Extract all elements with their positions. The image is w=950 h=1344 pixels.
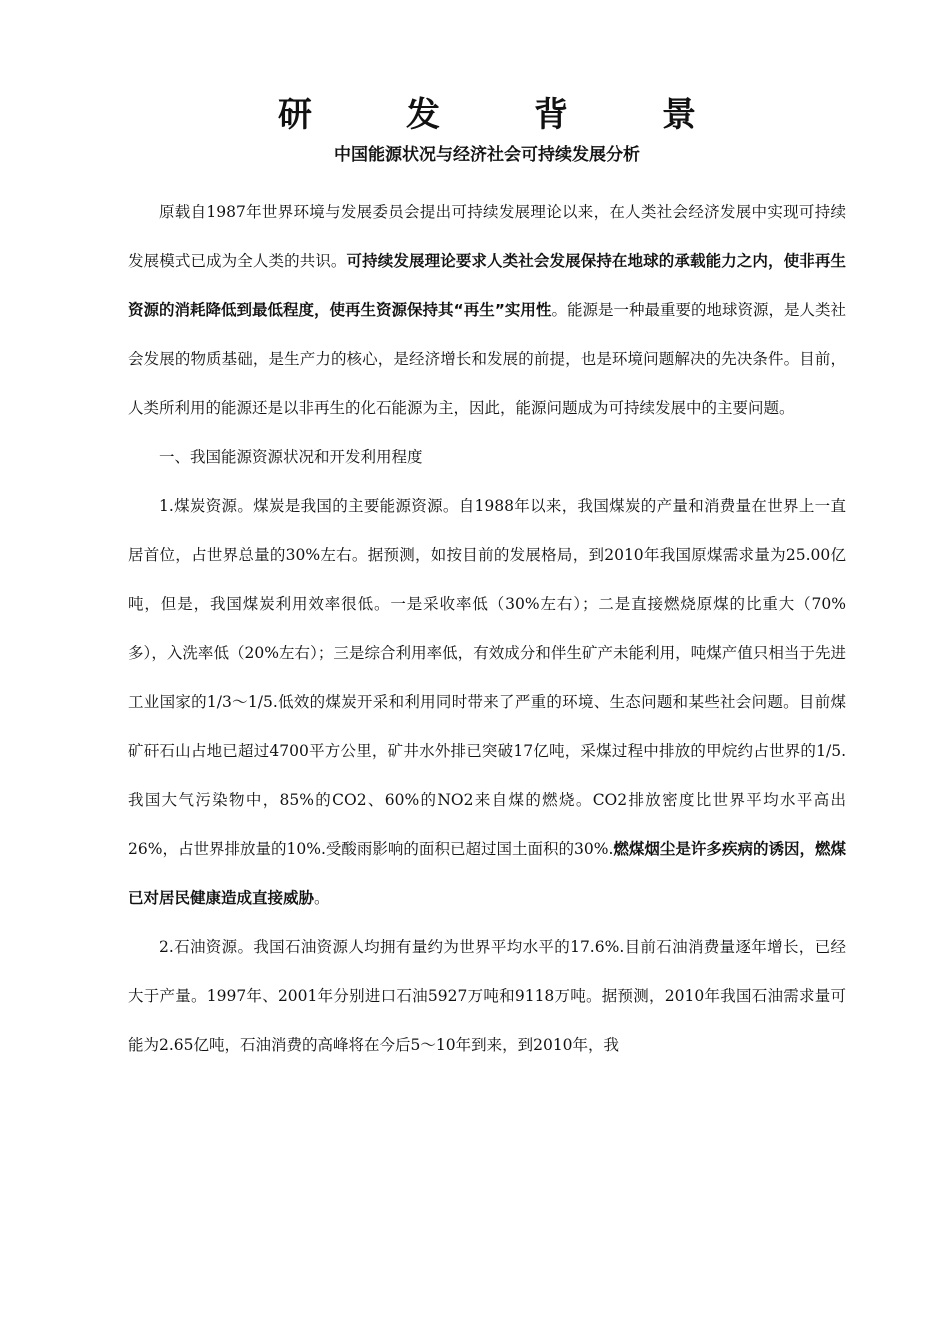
oil-text-1: 2.石油资源。我国石油资源人均拥有量约为世界平均水平的17.6%.目前石油消费量逐年增长，已经大于产量。1997年、2001年分别进口石油5927万吨和9118万吨。据预测，2010年我国石油需求量可能为2.65亿吨，石油消费的高峰将在今后5～10年到来，到2010年，我 <box>128 938 846 1054</box>
page-subtitle: 中国能源状况与经济社会可持续发展分析 <box>334 145 640 165</box>
section-heading: 一、我国能源资源状况和开发利用程度 <box>159 448 423 466</box>
coal-text-1: 1.煤炭资源。煤炭是我国的主要能源资源。自1988年以来，我国煤炭的产量和消费量在世界上一直居首位，占世界总量的30%左右。据预测，如按目前的发展格局，到2010年我国原煤需求量为25.00亿吨，但是，我国煤炭利用效率很低。一是采收率低（30%左右）；二是直接燃烧原煤的比重大（70%多），入洗率低（20%左右）；三是综合利用率低，有效成分和伴生矿产未能利用，吨煤产值只相当于先进工业国家的1/3～1/5.低效的煤炭开采和利用同时带来了严重的环境、生态问题和某些社会问题。目前煤矿矸石山占地已超过4700平方公里，矿井水外排已突破17亿吨，采煤过程中排放的甲烷约占世界的1/5.我国大气污染物中，85%的CO2、60%的NO2来自煤的燃烧。CO2排放密度比世界平均水平高出26%，占世界排放量的10%.受酸雨影响的面积已超过国土面积的30%. <box>128 497 846 858</box>
coal-paragraph <box>128 482 846 923</box>
page-title: 研 发 背 景 <box>278 95 726 135</box>
intro-text-1: 原载自1987年世界环境与发展委员会提出可持续发展理论以来，在人类社会经济发展中实现可持续发展模式已成为全人类的共识。 <box>128 203 846 270</box>
intro-text-2: 。能源是一种最重要的地球资源，是人类社会发展的物质基础，是生产力的核心，是经济增长和发展的前提，也是环境问题解决的先决条件。目前，人类所利用的能源还是以非再生的化石能源为主，因此，能源问题成为可持续发展中的主要问题。 <box>128 301 846 417</box>
intro-paragraph <box>128 188 846 433</box>
intro-bold-text: 可持续发展理论要求人类社会发展保持在地球的承载能力之内，使非再生资源的消耗降低到最低程度，使再生资源保持其“再生”实用性 <box>128 252 846 319</box>
coal-text-2: 。 <box>314 889 330 907</box>
oil-paragraph <box>128 923 846 1070</box>
coal-bold-text: 燃煤烟尘是许多疾病的诱因，燃煤已对居民健康造成直接威胁 <box>128 840 846 907</box>
